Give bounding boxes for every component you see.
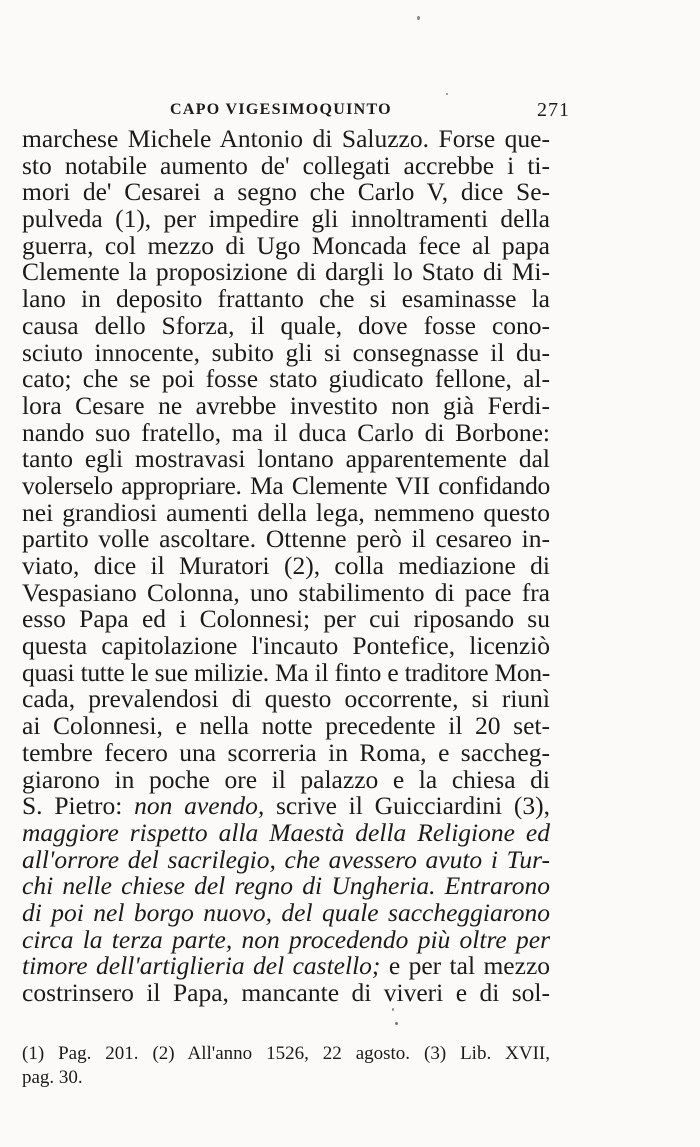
- text-line: sciuto innocente, subito gli si consegnasse il du-: [22, 337, 550, 367]
- text-line: giarono in poche ore il palazzo e la chiesa di: [22, 764, 550, 794]
- italic-quote-run: timore dell'artiglieria del castello;: [22, 951, 381, 981]
- text-line: sto notabile aumento de' collegati accrebbe i ti-: [22, 150, 550, 180]
- text-line: volerselo appropriare. Ma Clemente VII confidando: [22, 470, 550, 500]
- paper-speck: [446, 93, 448, 95]
- italic-quote-line: maggiore rispetto alla Maestà della Religione ed: [22, 817, 550, 847]
- text-line: viato, dice il Muratori (2), colla mediazione di: [22, 551, 550, 580]
- text-line: cato; che se poi fosse stato giudicato fellone, al-: [22, 364, 550, 394]
- text-line: causa dello Sforza, il quale, dove fosse cono-: [22, 310, 550, 340]
- text-line: nando suo fratello, ma il duca Carlo di Borbone:: [22, 417, 550, 447]
- text-line: [22, 793, 550, 820]
- footnote-separator: [395, 1022, 398, 1025]
- text-line: nei grandiosi aumenti della lega, nemmeno questo: [22, 497, 550, 527]
- text-line: mori de' Cesarei a segno che Carlo V, dice Se-: [22, 177, 550, 207]
- text-line: cada, prevalendosi di questo occorrente, si riunì: [22, 684, 550, 714]
- text-line: lora Cesare ne avrebbe investito non già Ferdi-: [22, 390, 550, 420]
- paper-speck: [417, 16, 420, 20]
- text-run: scrive il Guicciardini (3),: [264, 791, 550, 821]
- text-run: S. Pietro:: [22, 791, 135, 821]
- body-text: [22, 126, 550, 1007]
- text-line: ai Colonnesi, e nella notte precedente il 20 set-: [22, 711, 550, 741]
- text-line: partito volle ascoltare. Ottenne però il cesareo in-: [22, 524, 550, 554]
- footnotes: [22, 1042, 550, 1090]
- page-header: [170, 101, 570, 125]
- italic-quote-line: chi nelle chiese del regno di Ungheria. Entrarono: [22, 871, 550, 901]
- text-line: guerra, col mezzo di Ugo Moncada fece al papa: [22, 230, 550, 260]
- footnote-line: (1) Pag. 201. (2) All'anno 1526, 22 agosto. (3) Lib. XVII,: [22, 1043, 550, 1064]
- text-line: esso Papa ed i Colonnesi; per cui riposando su: [22, 604, 550, 634]
- text-line: Vespasiano Colonna, uno stabilimento di pace fra: [22, 577, 550, 607]
- text-line: tembre fecero una scorreria in Roma, e saccheg-: [22, 737, 550, 767]
- page-number: 271: [537, 99, 570, 121]
- running-head: CAPO VIGESIMOQUINTO: [170, 101, 392, 118]
- paper-speck: [392, 1008, 394, 1011]
- text-line: tanto egli mostravasi lontano apparentemente dal: [22, 444, 550, 474]
- text-line: quasi tutte le sue milizie. Ma il finto e traditore Mon-: [22, 657, 550, 687]
- text-line: marchese Michele Antonio di Saluzzo. Forse que-: [22, 124, 550, 153]
- italic-quote-line: di poi nel borgo nuovo, del quale saccheggiarono: [22, 897, 550, 927]
- text-line: lano in deposito frattanto che si esaminasse la: [22, 284, 550, 314]
- text-line: questa capitolazione l'incauto Pontefice, licenziò: [22, 631, 550, 661]
- italic-quote-line: all'orrore del sacrilegio, che avessero avuto i Tur-: [22, 844, 550, 874]
- text-line: [22, 953, 550, 980]
- text-run: e per tal mezzo: [380, 951, 551, 981]
- italic-quote-line: circa la terza parte, non procedendo più oltre per: [22, 924, 550, 954]
- text-line: Clemente la proposizione di dargli lo Stato di Mi-: [22, 257, 550, 287]
- italic-quote-run: non avendo,: [134, 791, 265, 821]
- text-line: pulveda (1), per impedire gli innoltramenti della: [22, 204, 550, 234]
- footnote-line: pag. 30.: [22, 1067, 83, 1088]
- text-line: costrinsero il Papa, mancante di viveri e di sol-: [22, 978, 550, 1007]
